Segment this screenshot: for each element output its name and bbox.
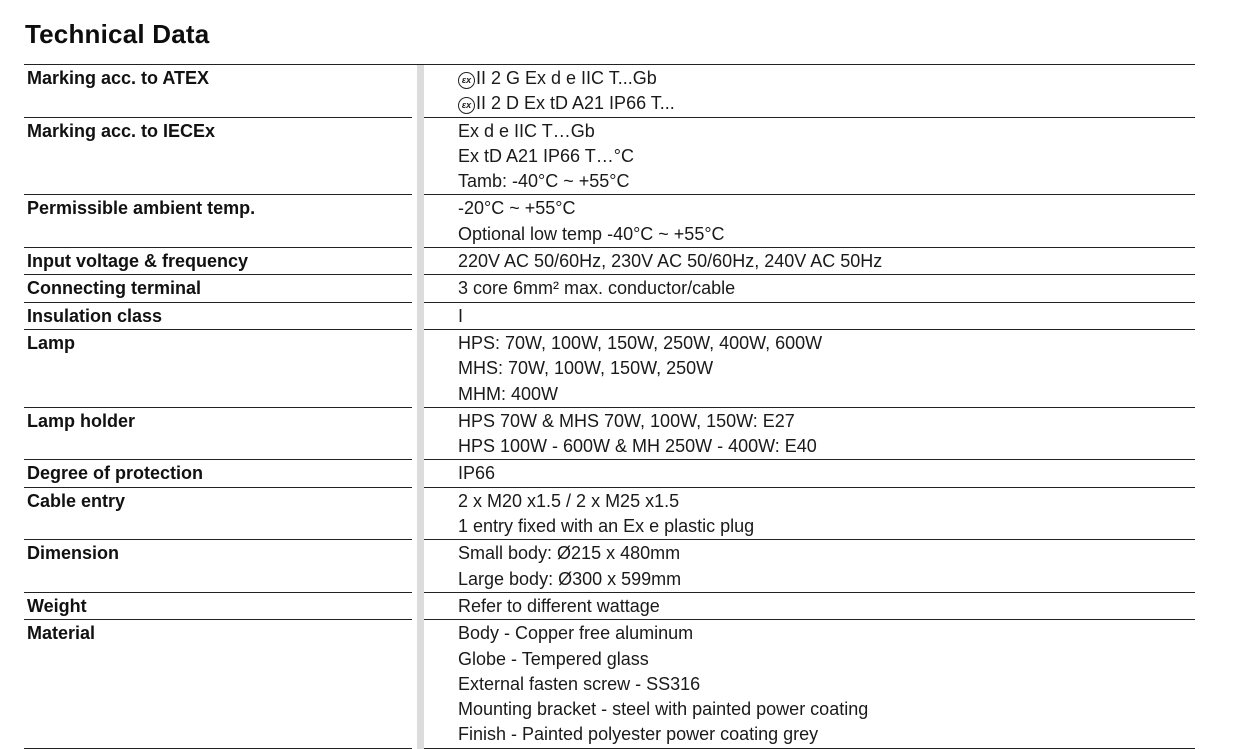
row-value (424, 248, 1195, 275)
value-line: HPS 100W - 600W & MH 250W - 400W: E40 (458, 436, 817, 457)
value-line: Tamb: -40°C ~ +55°C (458, 171, 630, 192)
value-line: Large body: Ø300 x 599mm (458, 568, 682, 589)
table-row (24, 460, 1195, 487)
row-value (424, 488, 1195, 541)
column-separator (417, 593, 424, 620)
table-row (24, 593, 1195, 620)
table-row (24, 488, 1195, 541)
column-separator (417, 488, 424, 541)
row-value (424, 460, 1195, 487)
table-row (24, 65, 1195, 118)
row-label: Lamp holder (24, 408, 412, 461)
column-separator (417, 248, 424, 275)
table-row (24, 540, 1195, 593)
row-label: Lamp (24, 330, 412, 408)
table-row (24, 248, 1195, 275)
value-line: 3 core 6mm² max. conductor/cable (458, 278, 736, 299)
value-line: Optional low temp -40°C ~ +55°C (458, 223, 725, 244)
value-line: IP66 (458, 463, 496, 484)
value-line: MHM: 400W (458, 383, 559, 404)
table-row (24, 330, 1195, 408)
column-separator (417, 408, 424, 461)
technical-data-table (24, 64, 1195, 749)
value-line: II 2 D Ex tD A21 IP66 T... (476, 93, 675, 114)
ex-mark-icon: εx (458, 97, 475, 114)
value-line: Ex tD A21 IP66 T…°C (458, 145, 634, 166)
value-line: External fasten screw - SS316 (458, 673, 701, 694)
row-label: Degree of protection (24, 460, 412, 487)
value-line: Ex d e IIC T…Gb (458, 120, 595, 141)
column-separator (417, 460, 424, 487)
row-value (424, 65, 1195, 118)
row-value (424, 118, 1195, 196)
row-label: Insulation class (24, 303, 412, 330)
row-label: Permissible ambient temp. (24, 195, 412, 248)
value-line: -20°C ~ +55°C (458, 198, 576, 219)
row-label: Material (24, 620, 412, 748)
row-label: Cable entry (24, 488, 412, 541)
row-label: Connecting terminal (24, 275, 412, 302)
table-row (24, 195, 1195, 248)
value-line: HPS 70W & MHS 70W, 100W, 150W: E27 (458, 410, 795, 431)
row-value (424, 620, 1195, 748)
table-row (24, 620, 1195, 748)
column-separator (417, 303, 424, 330)
row-label: Input voltage & frequency (24, 248, 412, 275)
value-line: I (458, 305, 464, 326)
ex-mark-icon: εx (458, 72, 475, 89)
value-line: Body - Copper free aluminum (458, 623, 694, 644)
row-label: Marking acc. to ATEX (24, 65, 412, 118)
table-row (24, 275, 1195, 302)
row-value (424, 303, 1195, 330)
row-value (424, 593, 1195, 620)
column-separator (417, 620, 424, 748)
row-label: Dimension (24, 540, 412, 593)
row-value (424, 330, 1195, 408)
row-value (424, 195, 1195, 248)
value-line: HPS: 70W, 100W, 150W, 250W, 400W, 600W (458, 332, 823, 353)
column-separator (417, 330, 424, 408)
value-line: Small body: Ø215 x 480mm (458, 543, 681, 564)
table-row (24, 303, 1195, 330)
column-separator (417, 275, 424, 302)
value-line: 1 entry fixed with an Ex e plastic plug (458, 516, 755, 537)
column-separator (417, 195, 424, 248)
table-row (24, 408, 1195, 461)
column-separator (417, 540, 424, 593)
value-line: Finish - Painted polyester power coating grey (458, 724, 819, 745)
value-line: 2 x M20 x1.5 / 2 x M25 x1.5 (458, 490, 680, 511)
column-separator (417, 65, 424, 118)
value-line: Mounting bracket - steel with painted power coating (458, 699, 869, 720)
row-value (424, 408, 1195, 461)
column-separator (417, 118, 424, 196)
page-title: Technical Data (25, 19, 210, 49)
value-line: 220V AC 50/60Hz, 230V AC 50/60Hz, 240V AC 50Hz (458, 251, 883, 272)
value-line: II 2 G Ex d e IIC T...Gb (476, 68, 657, 88)
row-value (424, 540, 1195, 593)
value-line: Globe - Tempered glass (458, 648, 649, 669)
table-row (24, 118, 1195, 196)
row-value (424, 275, 1195, 302)
row-label: Marking acc. to IECEx (24, 118, 412, 196)
value-line: Refer to different wattage (458, 595, 660, 616)
row-label: Weight (24, 593, 412, 620)
value-line: MHS: 70W, 100W, 150W, 250W (458, 358, 714, 379)
